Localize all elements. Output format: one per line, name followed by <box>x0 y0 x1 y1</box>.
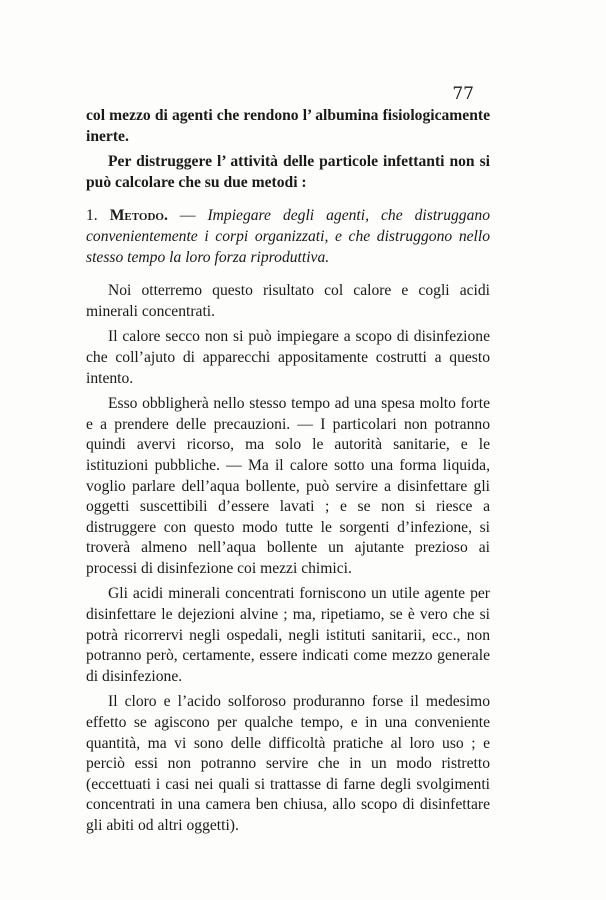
paragraph-4: Il calore secco non si può impiegare a scopo di disinfezione che coll’ajuto di apparecchi appositamente costrutti a questo intento. <box>86 328 490 387</box>
paragraph-6: Gli acidi minerali concentrati forniscono un utile agente per disinfettare le dejezioni alvine ; ma, ripetiamo, se è vero che si potrà ricorrervi negli ospedali, negli istituti sanitarii, ecc., non potranno però, certamente, essere indicati come mezzo generale di disinfezione. <box>86 585 490 685</box>
method-label: Metodo. <box>109 207 168 225</box>
body-text <box>86 106 490 842</box>
paragraph-1: col mezzo di agenti che rendono l’ albumina fisiologicamente inerte. <box>86 107 490 145</box>
page-number: 77 <box>452 84 474 104</box>
paragraph-3: Noi otterremo questo risultato col calore e cogli acidi minerali concentrati. <box>86 282 490 320</box>
paragraph-2: Per distruggere l’ attività delle particole infettanti non si può calcolare che su due metodi : <box>86 153 490 191</box>
paragraph-7: Il cloro e l’acido solforoso produranno forse il medesimo effetto se agiscono per qualche tempo, e in una conveniente quantità, ma vi sono delle difficoltà pratiche al loro uso ; e perciò essi non potranno servire che in un modo ristretto (eccettuati i casi nei quali si trattasse di farne degli svolgimenti concentrati in una camera ben chiusa, allo scopo di disinfettare gli abiti od altri oggetti). <box>86 693 490 834</box>
method-text: Impiegare degli agenti, che distruggano convenientemente i corpi organizzati, e che distruggono nello stesso tempo la loro forza riproduttiva. <box>86 207 490 266</box>
method-number: 1. <box>86 207 98 225</box>
method-paragraph <box>86 206 490 268</box>
method-dash: — <box>179 207 196 225</box>
paragraph-5: Esso obbligherà nello stesso tempo ad una spesa molto forte e a prendere delle precauzioni. — I particolari non potranno quindi avervi ricorso, ma solo le autorità sanitarie, e le istituzioni pubbliche. — Ma il calore sotto una forma liquida, voglio parlare dell’aqua bollente, può servire a disinfettare gli oggetti suscettibili d’essere lavati ; e se non si riesce a distruggere con questo modo tutte le sorgenti d’infezione, si troverà almeno nell’aqua bollente un ajutante prezioso ai processi di disinfezione coi mezzi chimici. <box>86 395 490 577</box>
